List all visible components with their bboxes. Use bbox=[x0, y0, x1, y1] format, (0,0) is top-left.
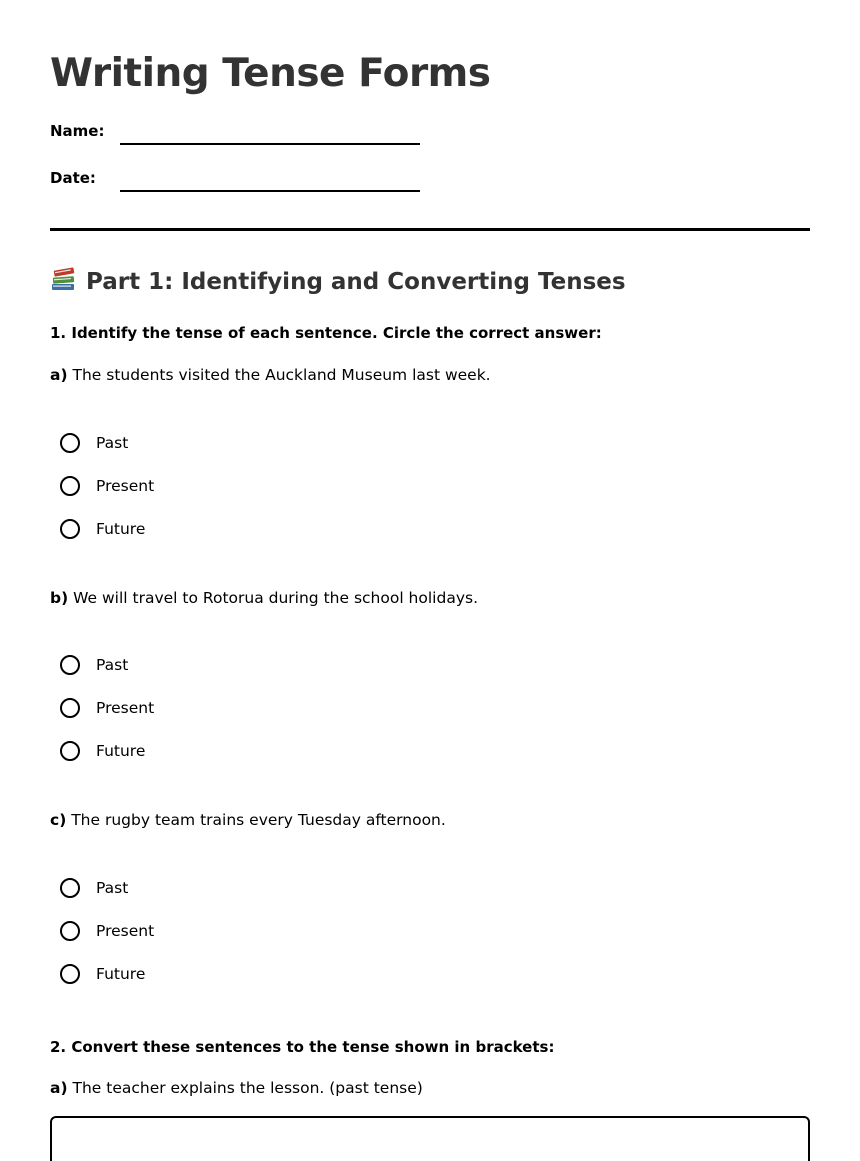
option-label: Future bbox=[96, 742, 146, 760]
sentence-letter: c) bbox=[50, 811, 67, 829]
option-1c-future[interactable] bbox=[60, 961, 145, 987]
name-field[interactable] bbox=[120, 143, 420, 145]
name-label: Name: bbox=[50, 122, 105, 140]
radio-circle[interactable] bbox=[60, 964, 80, 984]
sentence-text: The teacher explains the lesson. (past tense) bbox=[72, 1079, 423, 1097]
sentence-1c bbox=[50, 810, 446, 830]
option-label: Past bbox=[96, 879, 129, 897]
sentence-1a bbox=[50, 365, 491, 385]
option-1c-past[interactable] bbox=[60, 875, 128, 901]
option-label: Present bbox=[96, 477, 155, 495]
answer-box-2a[interactable] bbox=[50, 1116, 810, 1161]
sentence-letter: a) bbox=[50, 366, 68, 384]
sentence-1b bbox=[50, 588, 478, 608]
books-icon bbox=[50, 266, 76, 292]
date-field[interactable] bbox=[120, 190, 420, 192]
option-1a-present[interactable] bbox=[60, 473, 154, 499]
part1-heading-text: Part 1: Identifying and Converting Tenses bbox=[86, 269, 626, 295]
radio-circle[interactable] bbox=[60, 878, 80, 898]
option-label: Future bbox=[96, 965, 146, 983]
question-2-title: 2. Convert these sentences to the tense shown in brackets: bbox=[50, 1038, 555, 1056]
part1-heading bbox=[50, 266, 626, 298]
radio-circle[interactable] bbox=[60, 433, 80, 453]
option-label: Past bbox=[96, 656, 129, 674]
radio-circle[interactable] bbox=[60, 741, 80, 761]
option-1c-present[interactable] bbox=[60, 918, 154, 944]
option-1b-present[interactable] bbox=[60, 695, 154, 721]
section-divider bbox=[50, 228, 810, 231]
option-1b-past[interactable] bbox=[60, 652, 128, 678]
option-1b-future[interactable] bbox=[60, 738, 145, 764]
sentence-2a bbox=[50, 1078, 423, 1098]
sentence-letter: a) bbox=[50, 1079, 68, 1097]
option-label: Present bbox=[96, 922, 155, 940]
radio-circle[interactable] bbox=[60, 655, 80, 675]
option-1a-future[interactable] bbox=[60, 516, 145, 542]
date-label: Date: bbox=[50, 169, 96, 187]
radio-circle[interactable] bbox=[60, 921, 80, 941]
sentence-text: We will travel to Rotorua during the school holidays. bbox=[73, 589, 478, 607]
radio-circle[interactable] bbox=[60, 476, 80, 496]
question-1-title: 1. Identify the tense of each sentence. Circle the correct answer: bbox=[50, 324, 602, 342]
sentence-letter: b) bbox=[50, 589, 69, 607]
page-title: Writing Tense Forms bbox=[50, 51, 491, 96]
option-label: Past bbox=[96, 434, 129, 452]
option-label: Present bbox=[96, 699, 155, 717]
option-1a-past[interactable] bbox=[60, 430, 128, 456]
radio-circle[interactable] bbox=[60, 519, 80, 539]
sentence-text: The rugby team trains every Tuesday afternoon. bbox=[71, 811, 446, 829]
option-label: Future bbox=[96, 520, 146, 538]
radio-circle[interactable] bbox=[60, 698, 80, 718]
sentence-text: The students visited the Auckland Museum last week. bbox=[72, 366, 491, 384]
